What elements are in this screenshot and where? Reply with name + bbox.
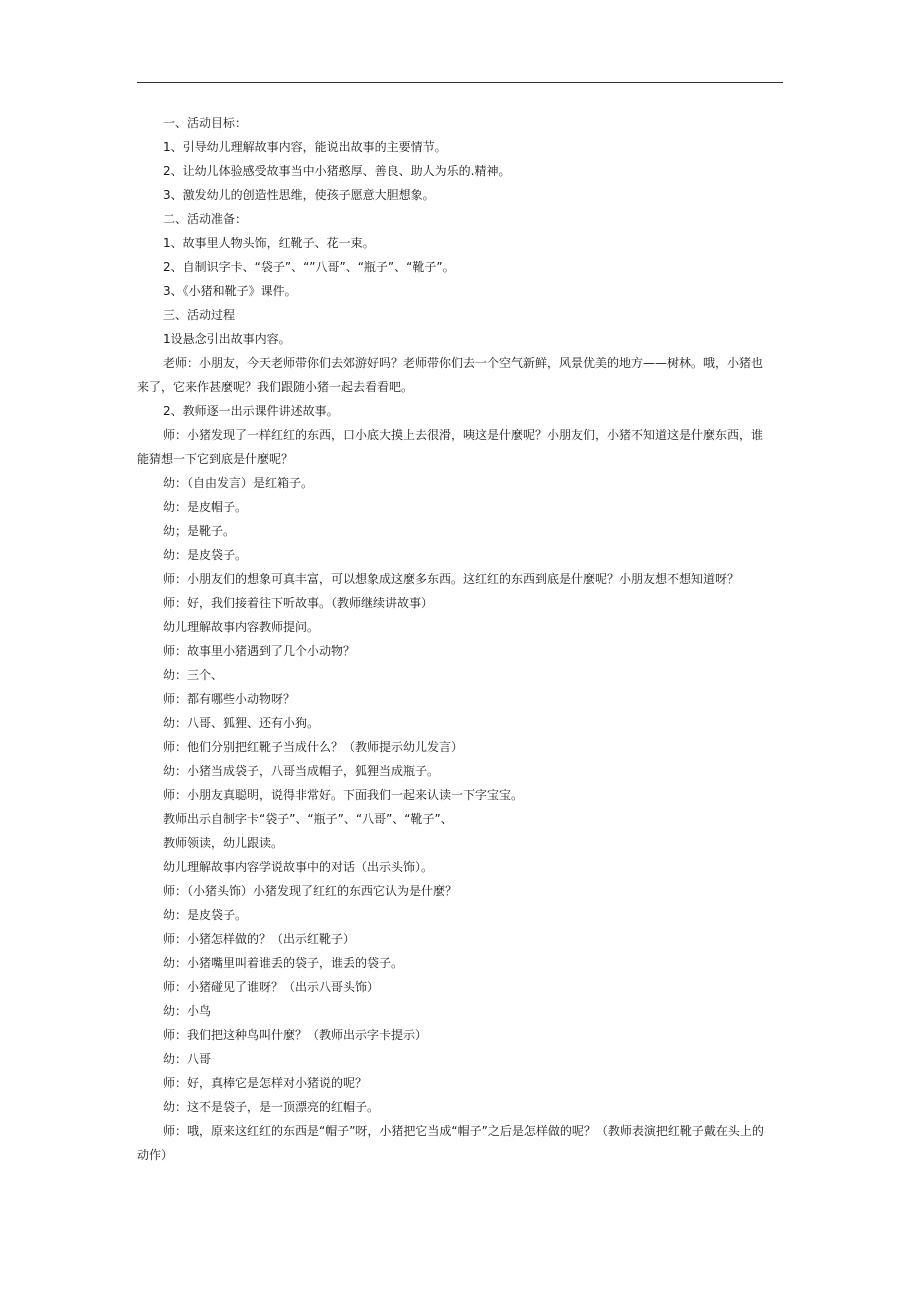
text-line: 师：都有哪些小动物呀？	[163, 692, 296, 706]
text-line: 1设悬念引出故事内容。	[163, 332, 291, 346]
text-line: 1、引导幼儿理解故事内容，能说出故事的主要情节。	[163, 140, 447, 154]
text-line: 幼；是靴子。	[163, 524, 236, 538]
text-line: 教师领读，幼儿跟读。	[163, 836, 284, 850]
text-line: 幼：小猪当成袋子，八哥当成帽子，狐狸当成瓶子。	[163, 764, 440, 778]
text-line: 师：小朋友真聪明，说得非常好。下面我们一起来认读一下字宝宝。	[163, 788, 524, 802]
text-line: 教师出示自制字卡“袋子”、“瓶子”、“八哥”、“靴子”、	[163, 812, 453, 826]
text-line: 师：好，我们接着往下听故事。（教师继续讲故事）	[163, 596, 434, 610]
text-line: 师：故事里小猪遇到了几个小动物？	[163, 644, 356, 658]
document-body	[137, 111, 783, 1167]
text-line: 师：他们分别把红靴子当成什么？（教师提示幼儿发言）	[163, 740, 464, 754]
header-rule	[137, 82, 783, 83]
text-line: 幼：这不是袋子，是一顶漂亮的红帽子。	[163, 1100, 380, 1114]
text-line: 2、让幼儿体验感受故事当中小猪憨厚、善良、助人为乐的.精神。	[163, 164, 511, 178]
text-line: 师：小猪碰见了谁呀？（出示八哥头饰）	[163, 980, 380, 994]
text-line: 幼：是皮袋子。	[163, 548, 248, 562]
text-line: 3、激发幼儿的创造性思维，使孩子愿意大胆想象。	[163, 188, 435, 202]
text-line: 幼：（自由发言）是红箱子。	[163, 476, 314, 490]
text-line: 师：哦，原来这红红的东西是“帽子”呀，小猪把它当成“帽子”之后是怎样做的呢？（教师表演把红靴子戴在头上的	[163, 1124, 764, 1138]
text-line: 2、自制识字卡、“袋子”、“”八哥”、“瓶子”、“靴子”。	[163, 260, 455, 274]
text-line: 1、故事里人物头饰，红靴子、花一束。	[163, 236, 375, 250]
text-line: 幼：八哥、狐狸、还有小狗。	[163, 716, 320, 730]
text-line: 师：小朋友们的想象可真丰富，可以想象成这麼多东西。这红红的东西到底是什麼呢？小朋友想不想知道呀？	[163, 572, 740, 586]
text-line: 师：（小猪头饰）小猪发现了红红的东西它认为是什麼？	[163, 884, 458, 898]
section-heading-preparation: 二、活动准备：	[163, 212, 248, 226]
text-line: 幼：三个、	[163, 668, 224, 682]
text-line: 幼：是皮袋子。	[163, 908, 248, 922]
text-line: 师：小猪发现了一样红红的东西，口小底大摸上去很滑，咦这是什麼呢？小朋友们，小猪不知道这是什麼东西，谁	[163, 428, 764, 442]
text-line: 师：我们把这种鸟叫什麼？（教师出示字卡提示）	[163, 1028, 428, 1042]
text-line: 2、教师逐一出示课件讲述故事。	[163, 404, 339, 418]
text-line-continued: 动作）	[137, 1148, 174, 1162]
text-line: 幼：小鸟	[163, 1004, 212, 1018]
text-line: 幼：八哥	[163, 1052, 212, 1066]
text-line-continued: 能猜想一下它到底是什麼呢？	[137, 452, 294, 466]
text-line: 师：小猪怎样做的？（出示红靴子）	[163, 932, 356, 946]
text-line: 幼：是皮帽子。	[163, 500, 248, 514]
text-line-continued: 来了，它来作甚麼呢？我们跟随小猪一起去看看吧。	[137, 380, 414, 394]
text-line: 师：好，真棒它是怎样对小猪说的呢？	[163, 1076, 368, 1090]
text-line: 幼：小猪嘴里叫着谁丢的袋子，谁丢的袋子。	[163, 956, 404, 970]
text-line: 老师：小朋友，今天老师带你们去郊游好吗？老师带你们去一个空气新鲜，风景优美的地方——树林。哦，小猪也	[163, 356, 764, 370]
section-heading-process: 三、活动过程	[163, 308, 236, 322]
text-line: 3、《小猪和靴子》课件。	[163, 284, 297, 298]
text-line: 幼儿理解故事内容学说故事中的对话（出示头饰）。	[163, 860, 434, 874]
section-heading-goals: 一、活动目标：	[163, 116, 248, 130]
text-line: 幼儿理解故事内容教师提问。	[163, 620, 320, 634]
